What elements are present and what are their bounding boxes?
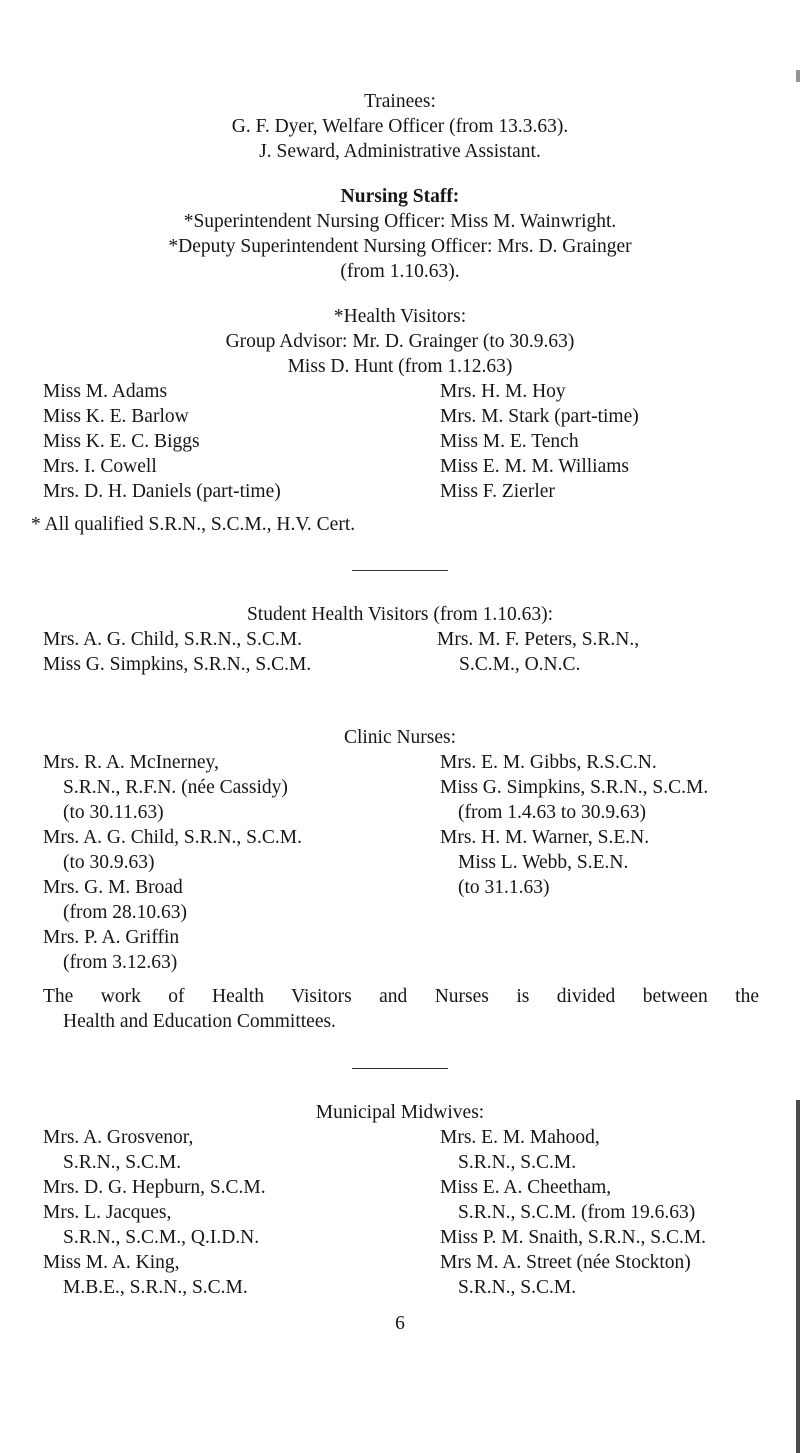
municipal-midwives-heading: Municipal Midwives: <box>315 1102 485 1123</box>
student-health-visitor-line: Mrs. A. G. Child, S.R.N., S.C.M. <box>43 629 302 650</box>
scan-edge-mark <box>796 70 800 82</box>
midwife-line: S.R.N., S.C.M. <box>458 1277 577 1298</box>
health-visitor-name: Miss M. Adams <box>43 381 168 402</box>
clinic-nurses-heading: Clinic Nurses: <box>343 727 457 748</box>
midwife-line: Miss M. A. King, <box>43 1252 180 1273</box>
clinic-nurse-line: Miss L. Webb, S.E.N. <box>458 852 629 873</box>
health-visitors-heading: *Health Visitors: <box>333 306 467 327</box>
midwife-line: Mrs. D. G. Hepburn, S.C.M. <box>43 1177 266 1198</box>
nursing-staff-line: *Deputy Superintendent Nursing Officer: Mrs. D. Grainger <box>168 236 632 257</box>
section-divider <box>352 1068 448 1069</box>
trainee-line: J. Seward, Administrative Assistant. <box>259 141 541 162</box>
clinic-nurse-line: (from 3.12.63) <box>63 952 178 973</box>
work-division-note: Health and Education Committees. <box>63 1011 336 1032</box>
work-division-note: The work of Health Visitors and Nurses is divided between the <box>43 986 759 1007</box>
midwife-line: Mrs. E. M. Mahood, <box>440 1127 600 1148</box>
clinic-nurse-line: Mrs. E. M. Gibbs, R.S.C.N. <box>440 752 657 773</box>
page-number: 6 <box>395 1313 405 1334</box>
student-health-visitor-line: Miss G. Simpkins, S.R.N., S.C.M. <box>43 654 312 675</box>
clinic-nurse-line: Mrs. A. G. Child, S.R.N., S.C.M. <box>43 827 302 848</box>
health-visitor-name: Miss K. E. Barlow <box>43 406 189 427</box>
midwife-line: Mrs. A. Grosvenor, <box>43 1127 194 1148</box>
health-visitor-name: Miss M. E. Tench <box>440 431 579 452</box>
qualification-footnote: * All qualified S.R.N., S.C.M., H.V. Cert. <box>31 514 356 535</box>
trainee-line: G. F. Dyer, Welfare Officer (from 13.3.63). <box>231 116 569 137</box>
clinic-nurse-line: Mrs. P. A. Griffin <box>43 927 180 948</box>
clinic-nurse-line: (to 30.9.63) <box>63 852 155 873</box>
clinic-nurse-line: Mrs. R. A. McInerney, <box>43 752 219 773</box>
midwife-line: S.R.N., S.C.M. <box>63 1152 182 1173</box>
student-health-visitor-line: Mrs. M. F. Peters, S.R.N., <box>437 629 640 650</box>
clinic-nurse-line: (from 1.4.63 to 30.9.63) <box>458 802 646 823</box>
group-advisor-line: Group Advisor: Mr. D. Grainger (to 30.9.63) <box>225 331 575 352</box>
clinic-nurse-line: (to 31.1.63) <box>458 877 550 898</box>
health-visitor-name: Mrs. I. Cowell <box>43 456 157 477</box>
health-visitor-name: Mrs. M. Stark (part-time) <box>440 406 639 427</box>
midwife-line: S.R.N., S.C.M. <box>458 1152 577 1173</box>
nursing-staff-line: (from 1.10.63). <box>340 261 460 282</box>
midwife-line: Miss P. M. Snaith, S.R.N., S.C.M. <box>440 1227 707 1248</box>
health-visitor-name: Mrs. H. M. Hoy <box>440 381 566 402</box>
midwife-line: M.B.E., S.R.N., S.C.M. <box>63 1277 248 1298</box>
nursing-staff-line: *Superintendent Nursing Officer: Miss M. Wainwright. <box>183 211 617 232</box>
student-health-visitors-heading: Student Health Visitors (from 1.10.63): <box>246 604 554 625</box>
student-health-visitor-line: S.C.M., O.N.C. <box>459 654 581 675</box>
health-visitor-name: Mrs. D. H. Daniels (part-time) <box>43 481 281 502</box>
clinic-nurse-line: (from 28.10.63) <box>63 902 188 923</box>
nursing-staff-heading: Nursing Staff: <box>340 186 460 207</box>
clinic-nurse-line: Mrs. H. M. Warner, S.E.N. <box>440 827 650 848</box>
clinic-nurse-line: Mrs. G. M. Broad <box>43 877 183 898</box>
section-divider <box>352 570 448 571</box>
midwife-line: S.R.N., S.C.M., Q.I.D.N. <box>63 1227 260 1248</box>
group-advisor-line: Miss D. Hunt (from 1.12.63) <box>287 356 513 377</box>
clinic-nurse-line: S.R.N., R.F.N. (née Cassidy) <box>63 777 288 798</box>
clinic-nurse-line: (to 30.11.63) <box>63 802 164 823</box>
scan-edge-mark <box>796 1100 800 1453</box>
midwife-line: Mrs M. A. Street (née Stockton) <box>440 1252 691 1273</box>
trainees-heading: Trainees: <box>364 91 436 112</box>
clinic-nurse-line: Miss G. Simpkins, S.R.N., S.C.M. <box>440 777 709 798</box>
midwife-line: S.R.N., S.C.M. (from 19.6.63) <box>458 1202 696 1223</box>
health-visitor-name: Miss F. Zierler <box>440 481 555 502</box>
midwife-line: Miss E. A. Cheetham, <box>440 1177 612 1198</box>
health-visitor-name: Miss K. E. C. Biggs <box>43 431 200 452</box>
health-visitor-name: Miss E. M. M. Williams <box>440 456 630 477</box>
midwife-line: Mrs. L. Jacques, <box>43 1202 172 1223</box>
